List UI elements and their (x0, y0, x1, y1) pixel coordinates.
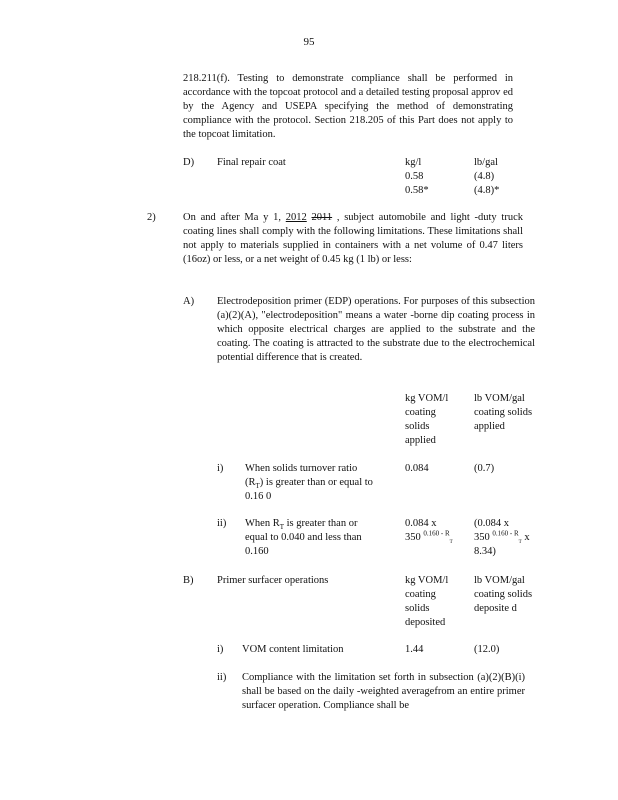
item-b-lb-header-line: deposite d (474, 602, 517, 614)
item-a-kg-header-line: applied (405, 434, 436, 446)
item-b-ii-label: ii) (217, 672, 227, 683)
kg-formula-base: 350 (405, 531, 421, 543)
item-b-i-lb: (12.0) (474, 644, 500, 655)
lb-formula-exponent-line (474, 531, 544, 545)
item-a-ii-label: ii) (217, 518, 227, 529)
item-b-i-label: i) (217, 644, 224, 655)
item-a-i-line: When solids turnover ratio (245, 463, 358, 474)
kg-formula-exponent-line (405, 531, 471, 545)
rt-subscript: T (279, 523, 284, 532)
item-2-inserted-year: 2012 (285, 212, 307, 223)
rt-open: (R (245, 476, 256, 488)
item-b-lb-header (474, 574, 544, 616)
item-a-i-kg: 0.084 (405, 463, 429, 474)
intro-paragraph: 218.211(f). Testing to demonstrate compliance shall be performed in accordance with the topcoat protocol and a detailed testing proposal approv ed by the Agency and USEPA specifying the method of demonstrating compliance with the protocol. Section 218.205 of this Part does not apply to the topcoat limitation. (183, 73, 513, 140)
kg-formula-exponent-sub: T (449, 540, 453, 545)
item-a-lb-header-line: lb VOM/gal (474, 393, 525, 404)
lb-formula-exponent: 0.160 - R (492, 529, 519, 538)
item-b-kg-header-line: solids (405, 602, 430, 614)
kg-formula-line: 0.084 x (405, 518, 437, 529)
item-2-text-before: On and after Ma y 1, (183, 212, 282, 223)
lb-formula-base: 350 (474, 531, 490, 543)
item-b-lb-header-line: lb VOM/gal (474, 575, 525, 586)
item-d-label: D) (183, 157, 195, 168)
item-b-kg-header-line: deposited (405, 616, 446, 628)
item-b-lb-header-line: coating solids (474, 588, 533, 600)
item-a-ii-lb (474, 517, 544, 559)
is-greater: is greater than or (286, 518, 358, 529)
lb-formula-line: (0.084 x (474, 518, 509, 529)
item-b-label: B) (183, 575, 194, 586)
lb-formula-x: x (524, 531, 530, 543)
item-a-i-line: 0.16 0 (245, 490, 272, 502)
item-d-lb-value: (4.8) (474, 171, 495, 182)
item-d-lb-value-star: (4.8)* (474, 185, 500, 196)
rt-close: ) is greater than or equal to (259, 476, 373, 488)
item-a-i-text (245, 462, 395, 504)
page-number: 95 (303, 36, 315, 48)
item-b-i-kg: 1.44 (405, 644, 424, 655)
item-a-ii-line: equal to 0.040 and less than (245, 531, 362, 543)
rt-subscript: T (255, 482, 260, 490)
item-2-deleted-year: 2011 (311, 212, 333, 223)
item-a-lb-header-line: applied (474, 420, 505, 432)
item-a-i-lb: (0.7) (474, 463, 495, 474)
item-a-ii-line (245, 517, 395, 531)
item-b-title: Primer surfacer operations (217, 575, 329, 586)
item-d-title: Final repair coat (217, 157, 286, 168)
item-b-i-text: VOM content limitation (242, 644, 344, 655)
lb-formula-exponent-sub: T (518, 540, 522, 545)
item-a-label: A) (183, 296, 195, 307)
item-d-lb-header: lb/gal (474, 157, 498, 168)
item-a-lb-header (474, 392, 544, 434)
item-a-ii-text (245, 517, 395, 559)
item-b-ii-paragraph: Compliance with the limitation set forth in subsection (a)(2)(B)(i) shall be based on the daily -weighted averagefrom an entire primer surfacer operation. Compliance shall be (242, 672, 525, 711)
item-a-lb-header-line: coating solids (474, 406, 533, 418)
item-a-i-label: i) (217, 463, 224, 474)
item-2-text-after: , subject automobile and light -duty truck coating lines shall comply with the following limitations. These limitations shall not apply to materials supplied in containers with a net volume of 0.47 liters (16oz) or less, or a net weight of 0.45 kg (1 lb) or less: (183, 212, 523, 265)
item-2-paragraph (183, 211, 523, 267)
item-b-kg-header-line: kg VOM/l (405, 575, 449, 586)
item-d-kg-header: kg/l (405, 157, 422, 168)
item-d-kg-value-star: 0.58* (405, 185, 429, 196)
when-rt: When R (245, 518, 280, 529)
item-d-kg-value: 0.58 (405, 171, 424, 182)
item-b-kg-header-line: coating (405, 588, 436, 600)
lb-formula-line: 8.34) (474, 545, 496, 557)
item-a-kg-header-line: solids (405, 420, 430, 432)
item-a-kg-header-line: coating (405, 406, 436, 418)
item-a-i-line (245, 476, 395, 490)
kg-formula-exponent: 0.160 - R (423, 529, 450, 538)
item-a-ii-kg (405, 517, 471, 545)
item-a-kg-header (405, 392, 469, 448)
item-a-paragraph: Electrodeposition primer (EDP) operations. For purposes of this subsection (a)(2)(A), "electrodeposition" means a water -borne dip coating process in which opposite electrical charges are applied to the substrate and the coating. The coating is attracted to the substrate due to the electrochemical potential difference that is created. (217, 296, 535, 363)
item-a-ii-line: 0.160 (245, 545, 269, 557)
item-2-label: 2) (147, 212, 156, 223)
item-b-kg-header (405, 574, 469, 630)
item-a-kg-header-line: kg VOM/l (405, 393, 449, 404)
